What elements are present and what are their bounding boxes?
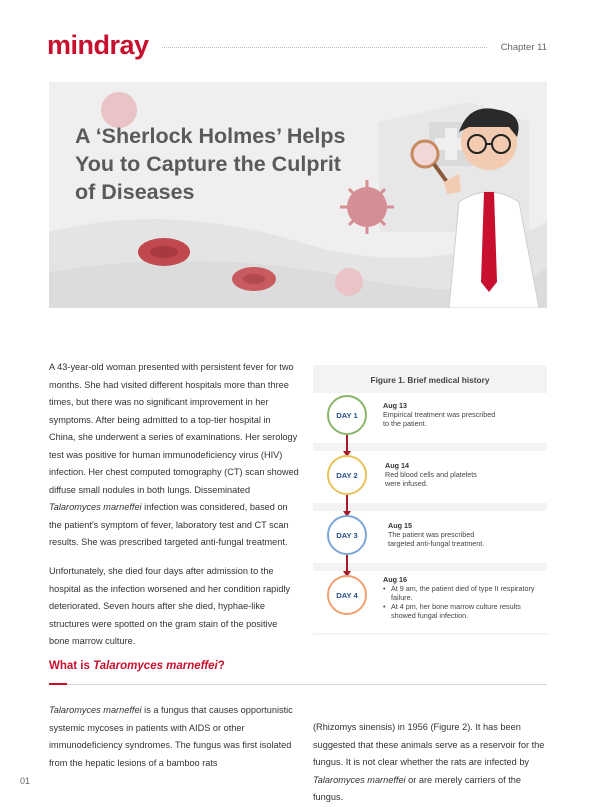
header-divider — [162, 47, 487, 48]
text: What is — [49, 660, 94, 672]
text: or are merely carriers of the fungus. — [313, 774, 521, 802]
species-name: Talaromyces marneffei — [49, 502, 142, 512]
day-bullet: • At 9 am, the patient died of type II respiratory failure. — [383, 584, 543, 602]
day-badge: DAY 3 — [327, 515, 367, 555]
section-heading — [49, 660, 225, 672]
title-line: of Diseases — [75, 180, 195, 204]
figure-medical-history — [313, 365, 547, 635]
text: A 43-year-old woman presented with persistent fever for two months. She had visited different hospitals more than three times, but there was no significant improvement in her symptoms. After being admitted to a top-tier hospital in China, she underwent a series of examinations. Her serology test was positive for human immunodeficiency virus (HIV) infection. Her chest computed tomography (CT) scan showed diffuse small nodules in both lungs. Disseminated — [49, 362, 299, 495]
day-entry — [383, 575, 543, 620]
mindray-logo: mindray — [47, 30, 149, 60]
section-paragraph-right — [313, 719, 547, 807]
page-number: 01 — [20, 776, 31, 786]
day-entry — [388, 521, 543, 548]
day-badge: DAY 1 — [327, 395, 367, 435]
figure-title: Figure 1. Brief medical history — [370, 375, 490, 385]
day-text: The patient was prescribed — [388, 530, 475, 539]
title-line: A ‘Sherlock Holmes’ Helps — [75, 124, 346, 148]
hero-banner — [49, 82, 547, 308]
day-text: were infused. — [385, 479, 428, 488]
page-title — [75, 122, 375, 206]
section-divider — [49, 684, 547, 685]
day-bullet: • At 4 pm, her bone marrow culture results showed fungal infection. — [383, 602, 543, 620]
day-badge: DAY 4 — [327, 575, 367, 615]
magnifier-icon — [412, 141, 438, 167]
day-text: Empirical treatment was prescribed — [383, 410, 496, 419]
day-date: Aug 16 — [383, 575, 407, 584]
case-paragraph-2: Unfortunately, she died four days after admission to the hospital as the infection worsened and her condition rapidly deteriorated. Seven hours after she died, hyphae-like structures were spotted on the gram stain of the positive bone marrow culture. — [49, 566, 291, 646]
text: is a fungus that causes opportunistic systemic mycoses in patients with AIDS or other immunodeficiency syndromes. The fungus was first isolated from the hepatic lesions of a bamboo rats — [49, 705, 293, 768]
day-date: Aug 15 — [388, 521, 412, 530]
day-date: Aug 14 — [385, 461, 409, 470]
day-text: targeted anti-fungal treatment. — [388, 539, 485, 548]
species-name: Talaromyces marneffei — [49, 705, 142, 715]
text: infection was considered, based on the patient's symptom of fever, laboratory test and CT scan results. She was prescribed targeted anti-fungal treatment. — [49, 502, 289, 547]
day-text: Red blood cells and platelets — [385, 470, 477, 479]
species-name: Talaromyces marneffei — [313, 774, 406, 785]
text: (Rhizomys sinensis) in 1956 (Figure 2). It has been suggested that these animals serve as a reservoir for the fungus. It is not clear whether the rats are infected by — [313, 722, 545, 767]
day-entry — [383, 401, 543, 428]
case-paragraph-1 — [49, 359, 299, 552]
title-line: You to Capture the Culprit — [75, 152, 341, 176]
day-entry — [385, 461, 543, 488]
text: ? — [217, 660, 225, 672]
day-badge: DAY 2 — [327, 455, 367, 495]
day-date: Aug 13 — [383, 401, 407, 410]
species-name: Talaromyces marneffei — [93, 660, 218, 672]
chapter-label: Chapter 11 — [500, 42, 547, 53]
day-text: to the patient. — [383, 419, 427, 428]
section-paragraph-left — [49, 702, 299, 772]
section-divider-accent — [49, 683, 67, 685]
